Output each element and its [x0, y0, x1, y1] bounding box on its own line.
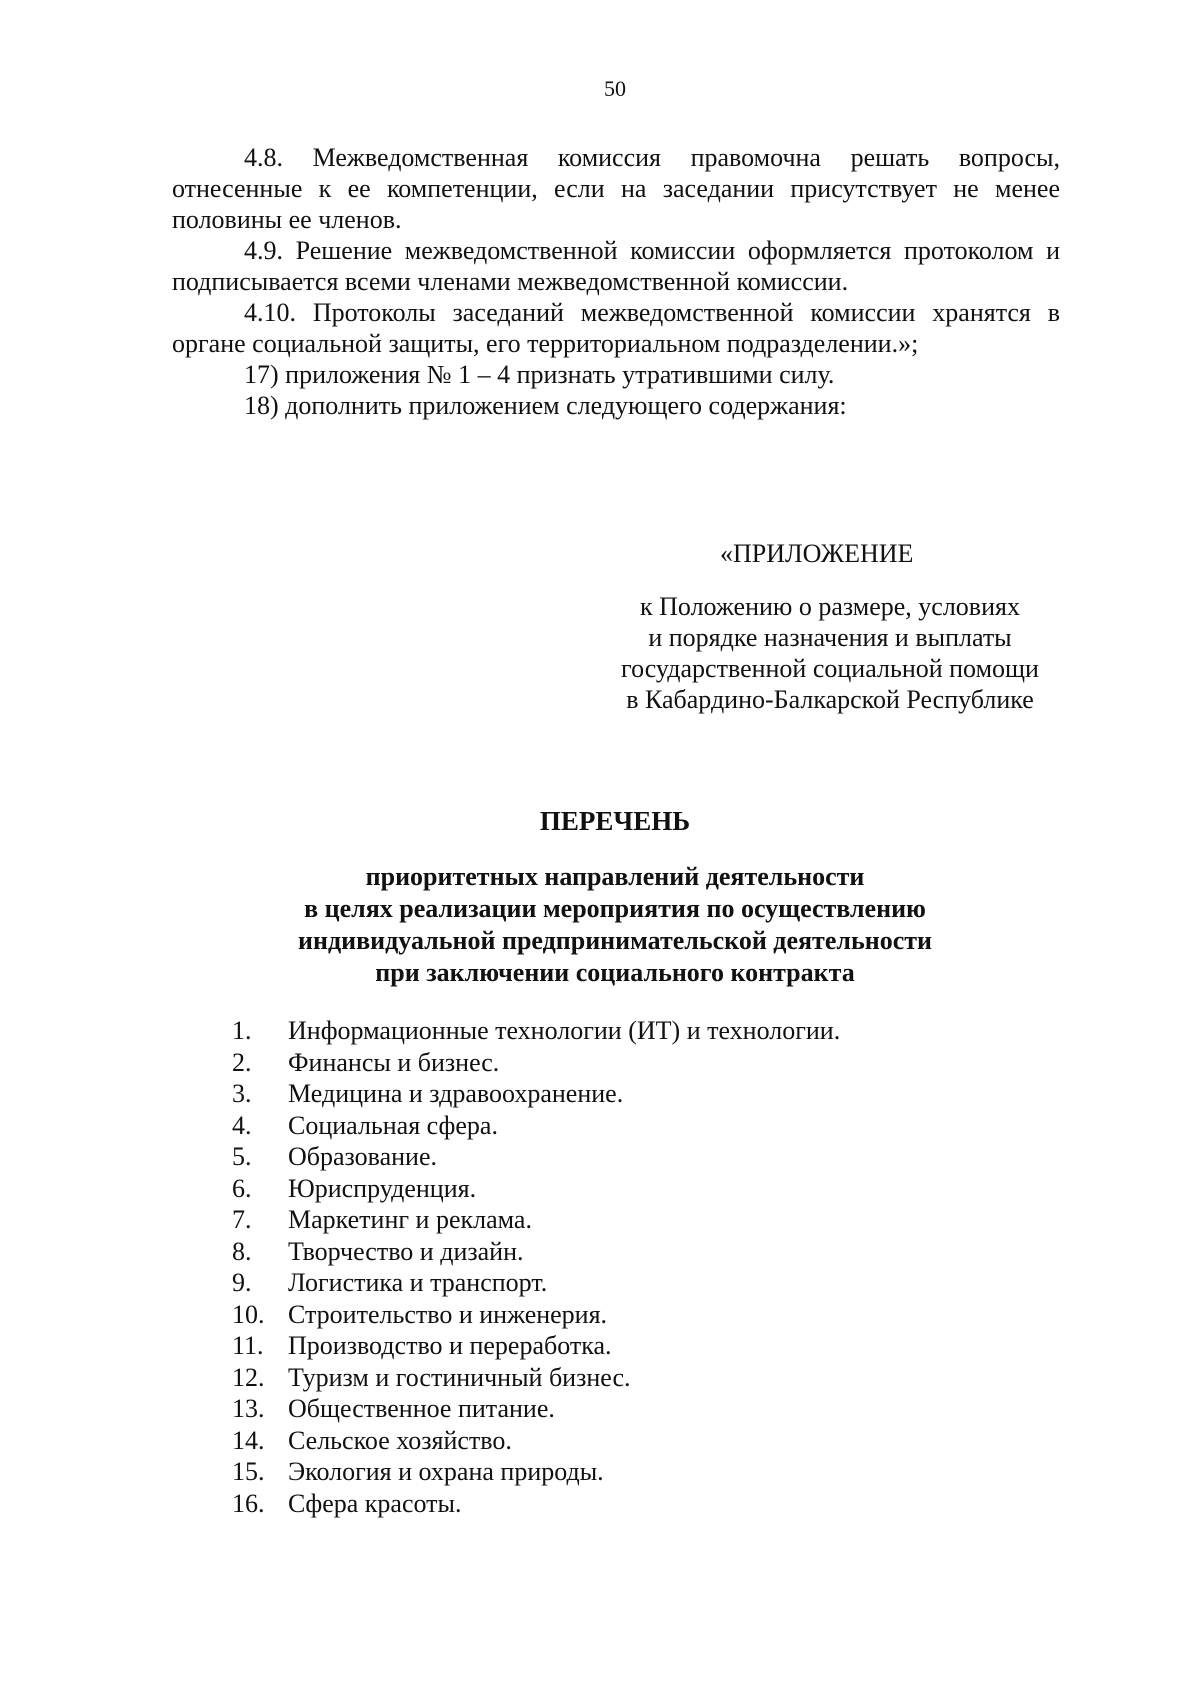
list-item-text: Маркетинг и реклама. [288, 1205, 532, 1234]
list-item [232, 1236, 1032, 1268]
list-item-text: Финансы и бизнес. [288, 1047, 500, 1077]
list-item-number: 13. [232, 1394, 265, 1423]
list-item [232, 1047, 1032, 1079]
list-item-number: 3. [232, 1079, 252, 1108]
paragraph-4-10: 4.10. Протоколы заседаний межведомственной комиссии хранятся в органе социальной защиты, его территориальном подразделении.»; [172, 298, 1060, 358]
list-item-text: Строительство и инженерия. [288, 1299, 608, 1329]
list-item-text: Производство и переработка. [288, 1331, 612, 1360]
list-subtitle-line: приоритетных направлений деятельности [365, 862, 865, 891]
appendix-title: «ПРИЛОЖЕНИЕ [720, 539, 914, 568]
list-item-number: 14. [232, 1425, 265, 1455]
list-item [232, 1173, 1032, 1205]
list-item [232, 1425, 1032, 1457]
list-item-text: Сфера красоты. [288, 1488, 462, 1518]
list-subtitle-line: в целях реализации мероприятия по осуществлению [304, 894, 926, 923]
list-item-text: Образование. [288, 1142, 438, 1171]
list-subtitle-line: индивидуальной предпринимательской деятельности [298, 926, 932, 955]
list-item [232, 1204, 1032, 1236]
list-item-number: 5. [232, 1142, 252, 1171]
appendix-ref-line: и порядке назначения и выплаты [648, 623, 1012, 652]
list-title: ПЕРЕЧЕНЬ [539, 806, 691, 836]
list-item-number: 2. [232, 1047, 252, 1077]
appendix-ref-line: в Кабардино-Балкарской Республике [626, 685, 1034, 714]
list-item [232, 1393, 1032, 1425]
list-item-text: Юриспруденция. [288, 1173, 477, 1203]
list-item [232, 1299, 1032, 1331]
list-item-text: Медицина и здравоохранение. [288, 1079, 624, 1108]
list-item [232, 1267, 1032, 1299]
list-item-number: 1. [232, 1016, 252, 1045]
list-item [232, 1078, 1032, 1110]
paragraph-4-9: 4.9. Решение межведомственной комиссии оформляется протоколом и подписывается всеми членами межведомственной комиссии. [172, 236, 1060, 296]
list-item-number: 16. [232, 1488, 265, 1518]
page-number: 50 [604, 76, 626, 101]
list-item-text: Творчество и дизайн. [288, 1236, 524, 1266]
list-item-number: 15. [232, 1457, 265, 1486]
list-item [232, 1015, 1032, 1047]
list-item-number: 7. [232, 1205, 252, 1234]
list-item-text: Общественное питание. [288, 1394, 555, 1423]
list-item [232, 1488, 1032, 1520]
appendix-header [590, 538, 1070, 715]
list-item-number: 6. [232, 1173, 252, 1203]
list-item [232, 1362, 1032, 1394]
list-item-text: Туризм и гостиничный бизнес. [288, 1362, 631, 1392]
list-item [232, 1141, 1032, 1173]
list-item-number: 9. [232, 1268, 252, 1297]
paragraph-4-8: 4.8. Межведомственная комиссия правомочна решать вопросы, отнесенные к ее компетенции, если на заседании присутствует не менее половины ее членов. [172, 143, 1060, 234]
appendix-ref-line: к Положению о размере, условиях [640, 592, 1020, 621]
priority-list [232, 1015, 1032, 1519]
amendment-item-18: 18) дополнить приложением следующего содержания: [244, 391, 847, 420]
list-item [232, 1456, 1032, 1488]
list-item-text: Социальная сфера. [288, 1110, 498, 1140]
list-item-number: 12. [232, 1362, 265, 1392]
list-item-text: Информационные технологии (ИТ) и технологии. [288, 1016, 841, 1045]
amendment-item-17: 17) приложения № 1 – 4 признать утратившими силу. [244, 360, 835, 389]
list-item-text: Экология и охрана природы. [288, 1457, 604, 1486]
list-item-text: Логистика и транспорт. [288, 1268, 548, 1297]
appendix-ref-line: государственной социальной помощи [621, 654, 1039, 683]
list-heading [0, 806, 1200, 989]
list-item-text: Сельское хозяйство. [288, 1425, 512, 1455]
list-item-number: 10. [232, 1299, 265, 1329]
list-item [232, 1330, 1032, 1362]
list-item-number: 11. [232, 1331, 264, 1360]
list-subtitle-line: при заключении социального контракта [375, 958, 855, 987]
body-text [172, 142, 1060, 421]
list-item-number: 8. [232, 1236, 252, 1266]
list-item [232, 1110, 1032, 1142]
list-item-number: 4. [232, 1110, 252, 1140]
